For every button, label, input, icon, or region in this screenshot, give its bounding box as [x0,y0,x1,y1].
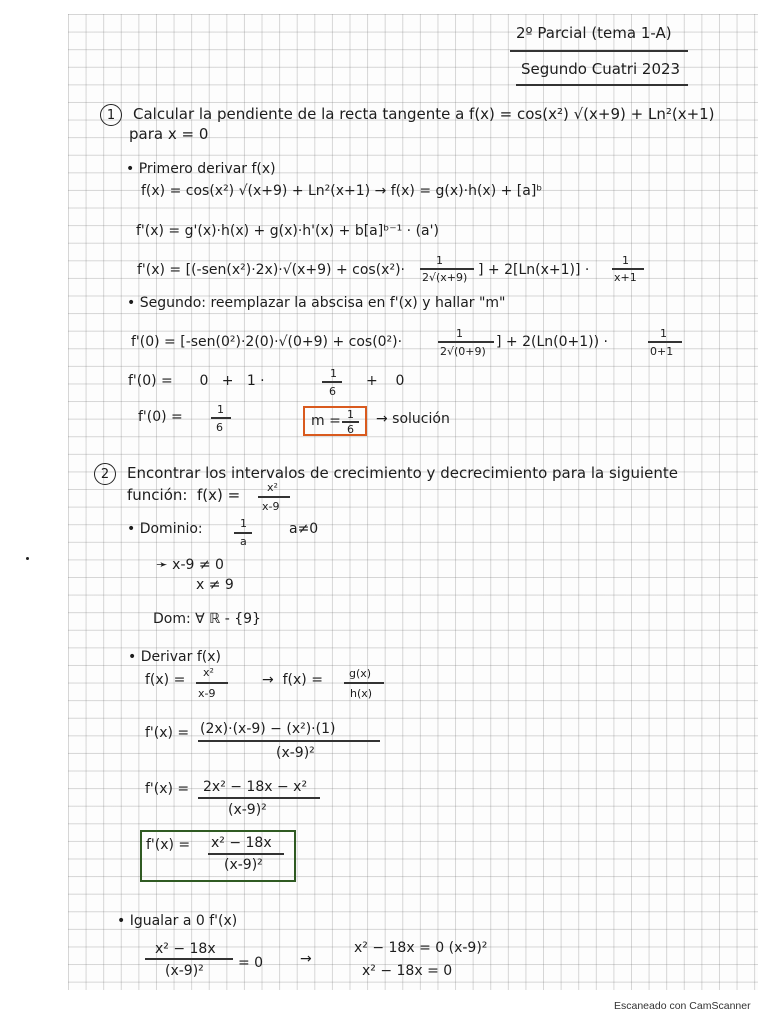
ex1-line-5-frac-num: 1 [330,367,337,380]
ex1-line-3-frac-den: 2√(x+9) [422,271,468,284]
ex1-line-3-frac-bar [420,268,474,270]
ex1-line-4a: f'(0) = [-sen(0²)·2(0)·√(0+9) + cos(0²)· [131,334,403,350]
d3-num: 2x² − 18x − x² [203,779,308,795]
i1-bar [145,958,233,960]
d1-bar2 [344,682,384,684]
i1-num: x² − 18x [155,941,216,957]
derivar-title: • Derivar f(x) [128,649,221,665]
ex1-line-4-frac2-num: 1 [660,327,667,340]
d4-num: x² − 18x [211,835,272,851]
dominio-label: • Dominio: [127,521,203,537]
ex1-line-2: f'(x) = g'(x)·h(x) + g(x)·h'(x) + b[a]ᵇ⁻¹ · (a') [136,223,439,239]
scanner-watermark: Escaneado con CamScanner [614,1000,751,1012]
result-m-label: m = [311,413,341,429]
i2-line: x² − 18x = 0 (x-9)² [354,940,488,956]
ex1-line-3-frac2-bar [612,268,644,270]
exercise-2-number: 2 [94,463,116,485]
ex1-line-3-frac2-den: x+1 [614,271,637,284]
ex2-statement: Encontrar los intervalos de crecimiento y decrecimiento para la siguiente [127,464,679,482]
d4-lhs: f'(x) = [146,837,191,853]
ex1-line-5-frac-bar [322,381,342,383]
d2-lhs: f'(x) = [145,725,190,741]
ex1-statement: Calcular la pendiente de la recta tangente a f(x) = cos(x²) √(x+9) + Ln²(x+1) [133,105,715,123]
d1-arrow: → f(x) = [262,672,323,688]
ex1-line-6a: f'(0) = [138,409,183,425]
ex1-line-6-frac-num: 1 [217,403,224,416]
ex1-line-3b: ] + 2[Ln(x+1)] · [478,262,590,278]
ex2-f-num: x² [267,481,278,494]
result-frac-num: 1 [347,408,354,421]
dominio-frac-den: a [240,535,247,548]
dominio-frac-bar [234,532,252,534]
ex2-f-den: x-9 [262,500,280,513]
ex1-line-3a: f'(x) = [(-sen(x²)·2x)·√(x+9) + cos(x²)· [137,262,405,278]
result-frac-den: 6 [347,423,354,436]
d1-num: x² [203,666,214,679]
d2-num: (2x)·(x-9) − (x²)·(1) [200,721,336,737]
ex1-line-4b: ] + 2(Ln(0+1)) · [496,334,608,350]
igualar-title: • Igualar a 0 f'(x) [117,913,238,929]
ex2-f-bar [258,496,290,498]
ex1-statement-2: para x = 0 [129,125,209,143]
ex1-line-4-frac-num: 1 [456,327,463,340]
d3-den: (x-9)² [228,802,267,818]
d1-num2: g(x) [349,667,372,680]
d1-den: x-9 [198,687,216,700]
header-underline [510,50,688,52]
d2-bar [198,740,380,742]
d3-lhs: f'(x) = [145,781,190,797]
dominio-line-2: x ≠ 9 [196,577,234,593]
d2-den: (x-9)² [276,745,315,761]
d1-den2: h(x) [350,687,373,700]
ex1-line-6-frac-den: 6 [216,421,223,434]
i3-line: x² − 18x = 0 [362,963,453,979]
ex1-line-3-frac2-num: 1 [622,254,629,267]
ex1-line-5a: f'(0) = 0 + 1 · [128,373,265,389]
header-term: Segundo Cuatri 2023 [521,60,681,78]
ex2-statement-2: función: f(x) = [127,486,241,504]
d4-bar [208,853,284,855]
ex1-line-1: f(x) = cos(x²) √(x+9) + Ln²(x+1) → f(x) = g(x)·h(x) + [a]ᵇ [141,183,543,199]
ex1-line-3-frac-num: 1 [436,254,443,267]
ex1-line-4-frac-den: 2√(0+9) [440,345,486,358]
igualar-arrow: → [300,951,312,967]
ex1-line-4-frac2-bar [648,341,682,343]
header-exam-title: 2º Parcial (tema 1-A) [516,24,672,42]
exercise-1-number: 1 [100,104,122,126]
ex1-line-4-frac-bar [438,341,494,343]
d1-lhs: f(x) = [145,672,186,688]
ex1-line-4-frac2-den: 0+1 [650,345,674,358]
ex1-step2-title: • Segundo: reemplazar la abscisa en f'(x) y hallar "m" [127,295,506,311]
scan-dot [26,557,29,560]
ex1-line-5b: + 0 [366,373,405,389]
ex1-line-5-frac-den: 6 [329,385,336,398]
i1-den: (x-9)² [165,963,204,979]
header-underline-2 [516,84,688,86]
i1-rhs: = 0 [238,955,264,971]
solution-label: → solución [376,411,450,427]
ex1-step1-title: • Primero derivar f(x) [126,161,276,177]
d3-bar [198,797,320,799]
dominio-line-1: ➛ x-9 ≠ 0 [156,557,224,573]
dominio-result: Dom: ∀ ℝ - {9} [153,611,261,627]
d4-den: (x-9)² [224,857,263,873]
dominio-condition: a≠0 [289,521,319,537]
d1-bar [196,682,228,684]
dominio-frac-num: 1 [240,517,247,530]
ex1-line-6-frac-bar [211,417,231,419]
